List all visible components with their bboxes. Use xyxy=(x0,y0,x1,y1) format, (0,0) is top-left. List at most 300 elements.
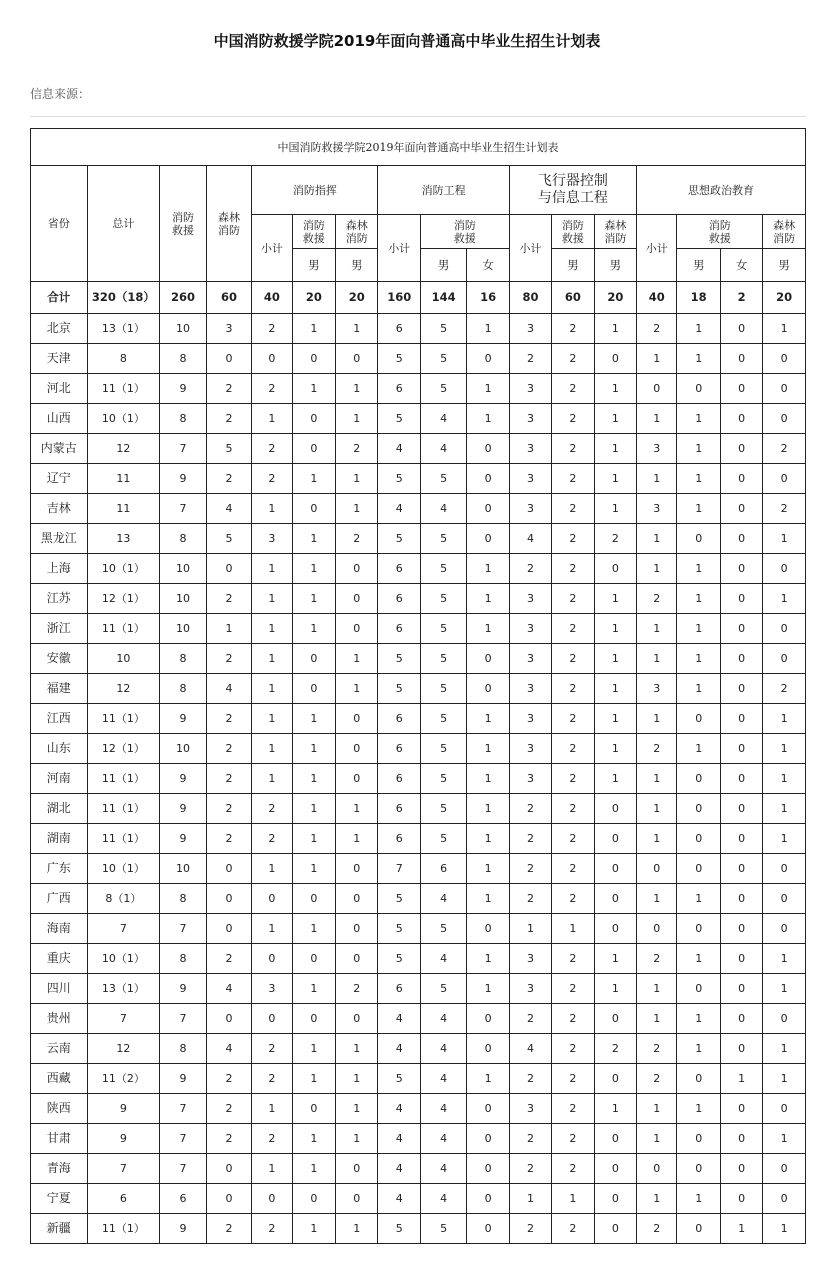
table-cell: 2 xyxy=(206,944,251,974)
table-cell: 0 xyxy=(594,794,636,824)
province-cell: 江苏 xyxy=(31,584,88,614)
table-cell: 8（1） xyxy=(87,884,160,914)
table-cell: 3 xyxy=(509,404,551,434)
table-cell: 0 xyxy=(677,824,720,854)
table-cell: 0 xyxy=(594,1154,636,1184)
table-cell: 4 xyxy=(206,1034,251,1064)
table-cell: 1 xyxy=(637,704,677,734)
table-cell: 1 xyxy=(252,584,292,614)
table-cell: 4 xyxy=(420,434,466,464)
table-cell: 2 xyxy=(552,374,594,404)
table-cell: 0 xyxy=(763,464,806,494)
table-cell: 0 xyxy=(763,854,806,884)
table-cell: 0 xyxy=(763,884,806,914)
table-cell: 0 xyxy=(677,1154,720,1184)
table-row xyxy=(31,794,806,824)
table-cell: 0 xyxy=(720,1004,762,1034)
table-cell: 9 xyxy=(160,974,206,1004)
table-cell: 0 xyxy=(763,344,806,374)
fire-rescue-header: 消防 救援 xyxy=(160,166,206,282)
table-cell: 7 xyxy=(160,434,206,464)
table-cell: 0 xyxy=(467,1184,509,1214)
table-cell: 1 xyxy=(763,1124,806,1154)
table-cell: 9 xyxy=(160,1064,206,1094)
table-cell: 13 xyxy=(87,524,160,554)
table-cell: 1 xyxy=(467,404,509,434)
table-cell: 1 xyxy=(292,1064,335,1094)
table-cell: 2 xyxy=(552,1154,594,1184)
table-cell: 10（1） xyxy=(87,944,160,974)
table-cell: 5 xyxy=(378,464,420,494)
table-cell: 2 xyxy=(594,524,636,554)
table-cell: 1 xyxy=(292,854,335,884)
table-cell: 1 xyxy=(763,1214,806,1244)
table-cell: 2 xyxy=(552,944,594,974)
table-cell: 9 xyxy=(87,1124,160,1154)
table-cell: 3 xyxy=(509,314,551,344)
forest-fire-header: 森林 消防 xyxy=(206,166,251,282)
table-cell: 6 xyxy=(378,614,420,644)
table-cell: 1 xyxy=(252,404,292,434)
table-cell: 2 xyxy=(552,464,594,494)
table-cell: 5 xyxy=(378,644,420,674)
table-cell: 1 xyxy=(677,554,720,584)
table-cell: 2 xyxy=(637,734,677,764)
table-cell: 4 xyxy=(420,1004,466,1034)
table-cell: 0 xyxy=(720,824,762,854)
table-cell: 6 xyxy=(378,554,420,584)
table-cell: 0 xyxy=(763,374,806,404)
table-cell: 0 xyxy=(720,314,762,344)
table-cell: 0 xyxy=(594,824,636,854)
table-cell: 2 xyxy=(594,1034,636,1064)
table-cell: 1 xyxy=(292,794,335,824)
table-cell: 1 xyxy=(252,914,292,944)
table-cell: 2 xyxy=(206,704,251,734)
male-header: 男 xyxy=(594,249,636,282)
table-cell: 1 xyxy=(252,674,292,704)
table-row xyxy=(31,674,806,704)
table-cell: 1 xyxy=(763,764,806,794)
table-cell: 0 xyxy=(677,374,720,404)
table-row xyxy=(31,1034,806,1064)
table-cell: 6 xyxy=(378,314,420,344)
table-cell: 6 xyxy=(87,1184,160,1214)
table-cell: 2 xyxy=(552,824,594,854)
province-cell: 内蒙古 xyxy=(31,434,88,464)
table-cell: 5 xyxy=(420,644,466,674)
table-cell: 5 xyxy=(420,734,466,764)
table-cell: 1 xyxy=(677,1004,720,1034)
table-row xyxy=(31,734,806,764)
table-cell: 0 xyxy=(763,554,806,584)
table-cell: 10（1） xyxy=(87,854,160,884)
table-cell: 1 xyxy=(467,794,509,824)
table-cell: 4 xyxy=(378,1034,420,1064)
table-cell: 0 xyxy=(336,1154,378,1184)
table-cell: 1 xyxy=(467,854,509,884)
table-cell: 4 xyxy=(378,1184,420,1214)
sub-fire-rescue-header: 消防 救援 xyxy=(292,215,335,249)
table-cell: 7 xyxy=(378,854,420,884)
table-cell: 160 xyxy=(378,282,420,314)
table-cell: 0 xyxy=(677,914,720,944)
table-cell: 1 xyxy=(292,734,335,764)
table-cell: 0 xyxy=(720,674,762,704)
table-cell: 4 xyxy=(206,974,251,1004)
sub-fire-rescue-header: 消防 救援 xyxy=(552,215,594,249)
table-cell: 3 xyxy=(509,764,551,794)
table-cell: 1 xyxy=(252,764,292,794)
table-cell: 2 xyxy=(206,1094,251,1124)
table-cell: 10（1） xyxy=(87,554,160,584)
table-cell: 8 xyxy=(160,674,206,704)
table-cell: 0 xyxy=(467,1124,509,1154)
province-cell: 北京 xyxy=(31,314,88,344)
table-cell: 1 xyxy=(467,374,509,404)
subtotal-header: 小计 xyxy=(637,215,677,282)
table-cell: 11 xyxy=(87,494,160,524)
table-row xyxy=(31,824,806,854)
table-cell: 0 xyxy=(467,1034,509,1064)
table-cell: 2 xyxy=(552,734,594,764)
table-cell: 8 xyxy=(160,344,206,374)
table-cell: 7 xyxy=(160,1094,206,1124)
table-cell: 6 xyxy=(378,794,420,824)
sub-fire-rescue-header: 消防 救援 xyxy=(677,215,763,249)
table-cell: 4 xyxy=(206,494,251,524)
table-cell: 6 xyxy=(378,764,420,794)
table-cell: 3 xyxy=(509,704,551,734)
table-cell: 20 xyxy=(292,282,335,314)
table-cell: 0 xyxy=(677,794,720,824)
table-cell: 9 xyxy=(160,794,206,824)
province-cell: 重庆 xyxy=(31,944,88,974)
table-cell: 4 xyxy=(420,944,466,974)
table-cell: 2 xyxy=(206,584,251,614)
table-cell: 6 xyxy=(160,1184,206,1214)
table-cell: 0 xyxy=(720,344,762,374)
table-cell: 0 xyxy=(336,584,378,614)
table-cell: 1 xyxy=(677,674,720,704)
table-cell: 1 xyxy=(336,494,378,524)
table-cell: 0 xyxy=(467,1154,509,1184)
table-cell: 2 xyxy=(206,404,251,434)
table-cell: 1 xyxy=(637,404,677,434)
province-cell: 河北 xyxy=(31,374,88,404)
table-cell: 1 xyxy=(552,914,594,944)
table-cell: 4 xyxy=(420,884,466,914)
table-cell: 0 xyxy=(677,524,720,554)
table-cell: 1 xyxy=(677,494,720,524)
table-row xyxy=(31,554,806,584)
table-cell: 2 xyxy=(552,524,594,554)
table-cell: 0 xyxy=(467,1004,509,1034)
province-cell: 上海 xyxy=(31,554,88,584)
enrollment-plan-table xyxy=(30,128,806,1244)
province-cell: 新疆 xyxy=(31,1214,88,1244)
table-cell: 10 xyxy=(160,614,206,644)
table-cell: 1 xyxy=(336,464,378,494)
table-cell: 1 xyxy=(763,824,806,854)
table-row xyxy=(31,1184,806,1214)
table-cell: 2 xyxy=(509,884,551,914)
table-cell: 260 xyxy=(160,282,206,314)
table-row xyxy=(31,1094,806,1124)
table-cell: 5 xyxy=(420,554,466,584)
table-cell: 1 xyxy=(292,524,335,554)
table-cell: 2 xyxy=(552,704,594,734)
table-cell: 2 xyxy=(552,1004,594,1034)
table-cell: 0 xyxy=(720,734,762,764)
table-cell: 0 xyxy=(720,704,762,734)
table-cell: 2 xyxy=(252,1034,292,1064)
table-cell: 0 xyxy=(292,1094,335,1124)
table-cell: 1 xyxy=(467,974,509,1004)
table-cell: 2 xyxy=(509,854,551,884)
table-cell: 0 xyxy=(467,524,509,554)
table-cell: 3 xyxy=(509,674,551,704)
table-row xyxy=(31,944,806,974)
table-cell: 0 xyxy=(206,884,251,914)
table-cell: 0 xyxy=(594,884,636,914)
table-cell: 1 xyxy=(763,704,806,734)
table-cell: 40 xyxy=(637,282,677,314)
table-cell: 1 xyxy=(292,704,335,734)
table-cell: 11（1） xyxy=(87,764,160,794)
table-cell: 3 xyxy=(509,374,551,404)
table-cell: 1 xyxy=(336,1034,378,1064)
table-cell: 4 xyxy=(420,404,466,434)
table-cell: 1 xyxy=(763,974,806,1004)
table-cell: 3 xyxy=(637,494,677,524)
table-cell: 320（18） xyxy=(87,282,160,314)
table-cell: 2 xyxy=(637,944,677,974)
table-cell: 1 xyxy=(467,884,509,914)
table-cell: 8 xyxy=(160,944,206,974)
table-cell: 1 xyxy=(336,674,378,704)
table-cell: 2 xyxy=(509,1214,551,1244)
table-cell: 2 xyxy=(552,644,594,674)
table-cell: 1 xyxy=(763,524,806,554)
table-cell: 0 xyxy=(637,854,677,884)
table-cell: 20 xyxy=(594,282,636,314)
table-cell: 1 xyxy=(594,674,636,704)
info-source-label: 信息来源： xyxy=(30,87,91,101)
table-cell: 1 xyxy=(292,374,335,404)
table-cell: 0 xyxy=(336,914,378,944)
table-cell: 1 xyxy=(677,944,720,974)
table-cell: 9 xyxy=(160,464,206,494)
table-cell: 1 xyxy=(336,314,378,344)
male-header: 男 xyxy=(292,249,335,282)
table-cell: 1 xyxy=(677,884,720,914)
table-cell: 2 xyxy=(552,434,594,464)
table-cell: 0 xyxy=(336,1004,378,1034)
table-cell: 2 xyxy=(206,764,251,794)
table-cell: 0 xyxy=(720,494,762,524)
table-cell: 0 xyxy=(720,434,762,464)
table-cell: 3 xyxy=(509,614,551,644)
table-cell: 1 xyxy=(252,614,292,644)
page-title: 中国消防救援学院2019年面向普通高中毕业生招生计划表 xyxy=(213,32,601,50)
table-cell: 1 xyxy=(677,404,720,434)
table-cell: 5 xyxy=(420,824,466,854)
table-cell: 7 xyxy=(160,494,206,524)
table-cell: 11 xyxy=(87,464,160,494)
table-cell: 4 xyxy=(420,1124,466,1154)
table-cell: 8 xyxy=(160,404,206,434)
table-cell: 1 xyxy=(467,314,509,344)
table-cell: 2 xyxy=(552,974,594,1004)
table-cell: 0 xyxy=(252,1184,292,1214)
table-cell: 0 xyxy=(292,494,335,524)
male-header: 男 xyxy=(336,249,378,282)
table-cell: 1 xyxy=(720,1064,762,1094)
province-cell: 黑龙江 xyxy=(31,524,88,554)
table-cell: 4 xyxy=(509,524,551,554)
sub-forest-fire-header: 森林 消防 xyxy=(763,215,806,249)
table-cell: 1 xyxy=(677,1184,720,1214)
table-cell: 1 xyxy=(552,1184,594,1214)
table-cell: 1 xyxy=(292,314,335,344)
province-cell: 山西 xyxy=(31,404,88,434)
table-cell: 0 xyxy=(336,614,378,644)
table-cell: 2 xyxy=(552,344,594,374)
total-row-label: 合计 xyxy=(31,282,88,314)
table-cell: 2 xyxy=(763,674,806,704)
table-cell: 1 xyxy=(292,914,335,944)
table-cell: 0 xyxy=(252,944,292,974)
table-cell: 1 xyxy=(637,1124,677,1154)
table-cell: 0 xyxy=(720,524,762,554)
table-cell: 1 xyxy=(467,704,509,734)
table-cell: 2 xyxy=(206,794,251,824)
table-row xyxy=(31,464,806,494)
table-cell: 1 xyxy=(594,734,636,764)
table-cell: 2 xyxy=(552,494,594,524)
table-cell: 13（1） xyxy=(87,974,160,1004)
table-cell: 5 xyxy=(420,584,466,614)
table-cell: 2 xyxy=(336,524,378,554)
table-cell: 1 xyxy=(677,734,720,764)
table-cell: 0 xyxy=(763,614,806,644)
table-cell: 2 xyxy=(552,404,594,434)
table-cell: 2 xyxy=(552,1124,594,1154)
table-cell: 0 xyxy=(206,854,251,884)
table-cell: 5 xyxy=(378,1064,420,1094)
table-row xyxy=(31,854,806,884)
table-cell: 0 xyxy=(336,764,378,794)
table-cell: 0 xyxy=(292,1184,335,1214)
table-cell: 0 xyxy=(594,1004,636,1034)
table-cell: 0 xyxy=(763,404,806,434)
table-cell: 0 xyxy=(467,674,509,704)
table-cell: 144 xyxy=(420,282,466,314)
table-cell: 2 xyxy=(552,854,594,884)
table-cell: 2 xyxy=(552,554,594,584)
table-cell: 1 xyxy=(677,644,720,674)
table-cell: 0 xyxy=(677,854,720,884)
table-cell: 2 xyxy=(252,464,292,494)
table-cell: 1 xyxy=(677,1094,720,1124)
table-cell: 20 xyxy=(763,282,806,314)
table-cell: 0 xyxy=(677,704,720,734)
table-cell: 40 xyxy=(252,282,292,314)
table-cell: 10 xyxy=(160,314,206,344)
table-cell: 0 xyxy=(467,914,509,944)
table-cell: 5 xyxy=(206,524,251,554)
table-cell: 1 xyxy=(677,434,720,464)
table-cell: 5 xyxy=(378,914,420,944)
table-row xyxy=(31,1214,806,1244)
table-cell: 8 xyxy=(160,644,206,674)
table-cell: 0 xyxy=(720,584,762,614)
province-cell: 宁夏 xyxy=(31,1184,88,1214)
table-cell: 0 xyxy=(720,944,762,974)
table-cell: 1 xyxy=(637,764,677,794)
table-cell: 0 xyxy=(720,764,762,794)
table-cell: 1 xyxy=(292,1034,335,1064)
table-cell: 2 xyxy=(206,1064,251,1094)
table-cell: 4 xyxy=(509,1034,551,1064)
table-cell: 2 xyxy=(252,1124,292,1154)
table-cell: 1 xyxy=(252,854,292,884)
table-cell: 1 xyxy=(252,494,292,524)
table-cell: 1 xyxy=(677,584,720,614)
table-cell: 1 xyxy=(292,824,335,854)
table-cell: 4 xyxy=(420,1094,466,1124)
table-cell: 0 xyxy=(763,914,806,944)
table-cell: 10 xyxy=(160,854,206,884)
table-row xyxy=(31,644,806,674)
table-cell: 4 xyxy=(420,494,466,524)
divider xyxy=(30,116,806,117)
table-cell: 1 xyxy=(763,734,806,764)
table-cell: 2 xyxy=(206,1124,251,1154)
table-row xyxy=(31,494,806,524)
male-header: 男 xyxy=(677,249,720,282)
table-cell: 0 xyxy=(292,434,335,464)
province-cell: 陕西 xyxy=(31,1094,88,1124)
table-cell: 1 xyxy=(637,524,677,554)
table-cell: 0 xyxy=(252,344,292,374)
table-cell: 1 xyxy=(292,614,335,644)
table-cell: 2 xyxy=(206,1214,251,1244)
table-cell: 11（1） xyxy=(87,374,160,404)
table-cell: 0 xyxy=(720,1124,762,1154)
table-cell: 5 xyxy=(378,1214,420,1244)
table-cell: 1 xyxy=(720,1214,762,1244)
table-cell: 2 xyxy=(252,314,292,344)
table-cell: 5 xyxy=(378,944,420,974)
table-cell: 0 xyxy=(677,1214,720,1244)
province-cell: 青海 xyxy=(31,1154,88,1184)
table-cell: 0 xyxy=(637,374,677,404)
table-cell: 9 xyxy=(160,374,206,404)
province-cell: 广西 xyxy=(31,884,88,914)
table-cell: 4 xyxy=(206,674,251,704)
table-cell: 1 xyxy=(252,734,292,764)
table-cell: 7 xyxy=(160,1154,206,1184)
table-cell: 6 xyxy=(378,824,420,854)
table-cell: 4 xyxy=(378,434,420,464)
province-cell: 四川 xyxy=(31,974,88,1004)
table-cell: 0 xyxy=(292,404,335,434)
table-cell: 0 xyxy=(637,914,677,944)
table-cell: 0 xyxy=(467,494,509,524)
table-cell: 3 xyxy=(509,464,551,494)
